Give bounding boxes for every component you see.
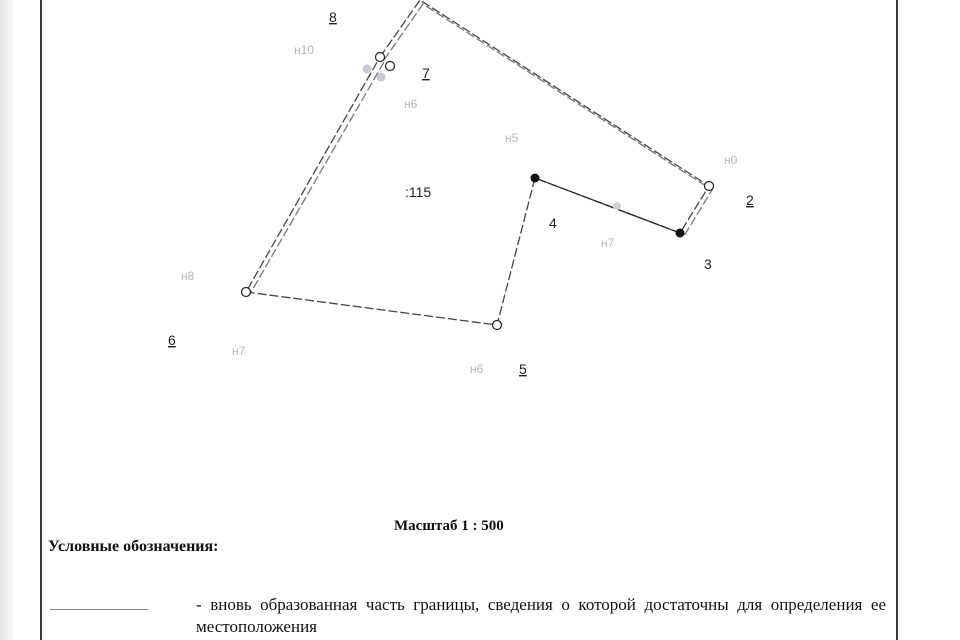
ghost-label-n8: н8 [181,269,195,283]
boundary-line-inner-left [250,62,384,294]
boundary-line-outer [246,0,709,325]
ghost-label-n6-bottom: н6 [470,362,484,376]
point-label-8: 8 [329,9,337,25]
vertex-open-6 [242,288,251,297]
boundary-line-inner [384,4,712,236]
point-label-6: 6 [168,332,176,348]
point-label-5: 5 [519,361,527,377]
parcel-boundary [246,0,712,325]
legend-title: Условные обозначения: [48,538,219,555]
ghost-label-n5: н5 [505,131,519,145]
parcel-number-label: :115 [405,184,432,200]
vertex-points [242,53,714,330]
legend-item-text: - вновь образованная часть границы, сведения о которой достаточны для определения ее местоположения [196,595,886,636]
ghost-label-n7-right: н7 [601,236,615,250]
vertex-ghost-a [363,65,372,74]
legend-symbol-line [50,609,148,610]
point-label-3: 3 [704,256,712,272]
point-label-2: 2 [746,192,754,208]
vertex-open-2 [705,182,714,191]
vertex-open-7a [376,53,385,62]
point-label-4: 4 [549,215,557,231]
scale-caption: Масштаб 1 : 500 [394,518,504,534]
vertex-filled-3 [676,229,685,238]
ghost-label-n6-top: н6 [404,97,418,111]
ghost-label-n0: н0 [724,153,738,167]
vertex-open-7b [386,62,395,71]
ghost-label-n7-left: н7 [232,344,246,358]
vertex-ghost-b [377,73,386,82]
vertex-ghost-c [613,202,621,210]
vertex-open-5 [493,321,502,330]
vertex-filled-4 [531,174,540,183]
ghost-label-n10: н10 [294,43,314,57]
point-label-7: 7 [422,65,430,81]
